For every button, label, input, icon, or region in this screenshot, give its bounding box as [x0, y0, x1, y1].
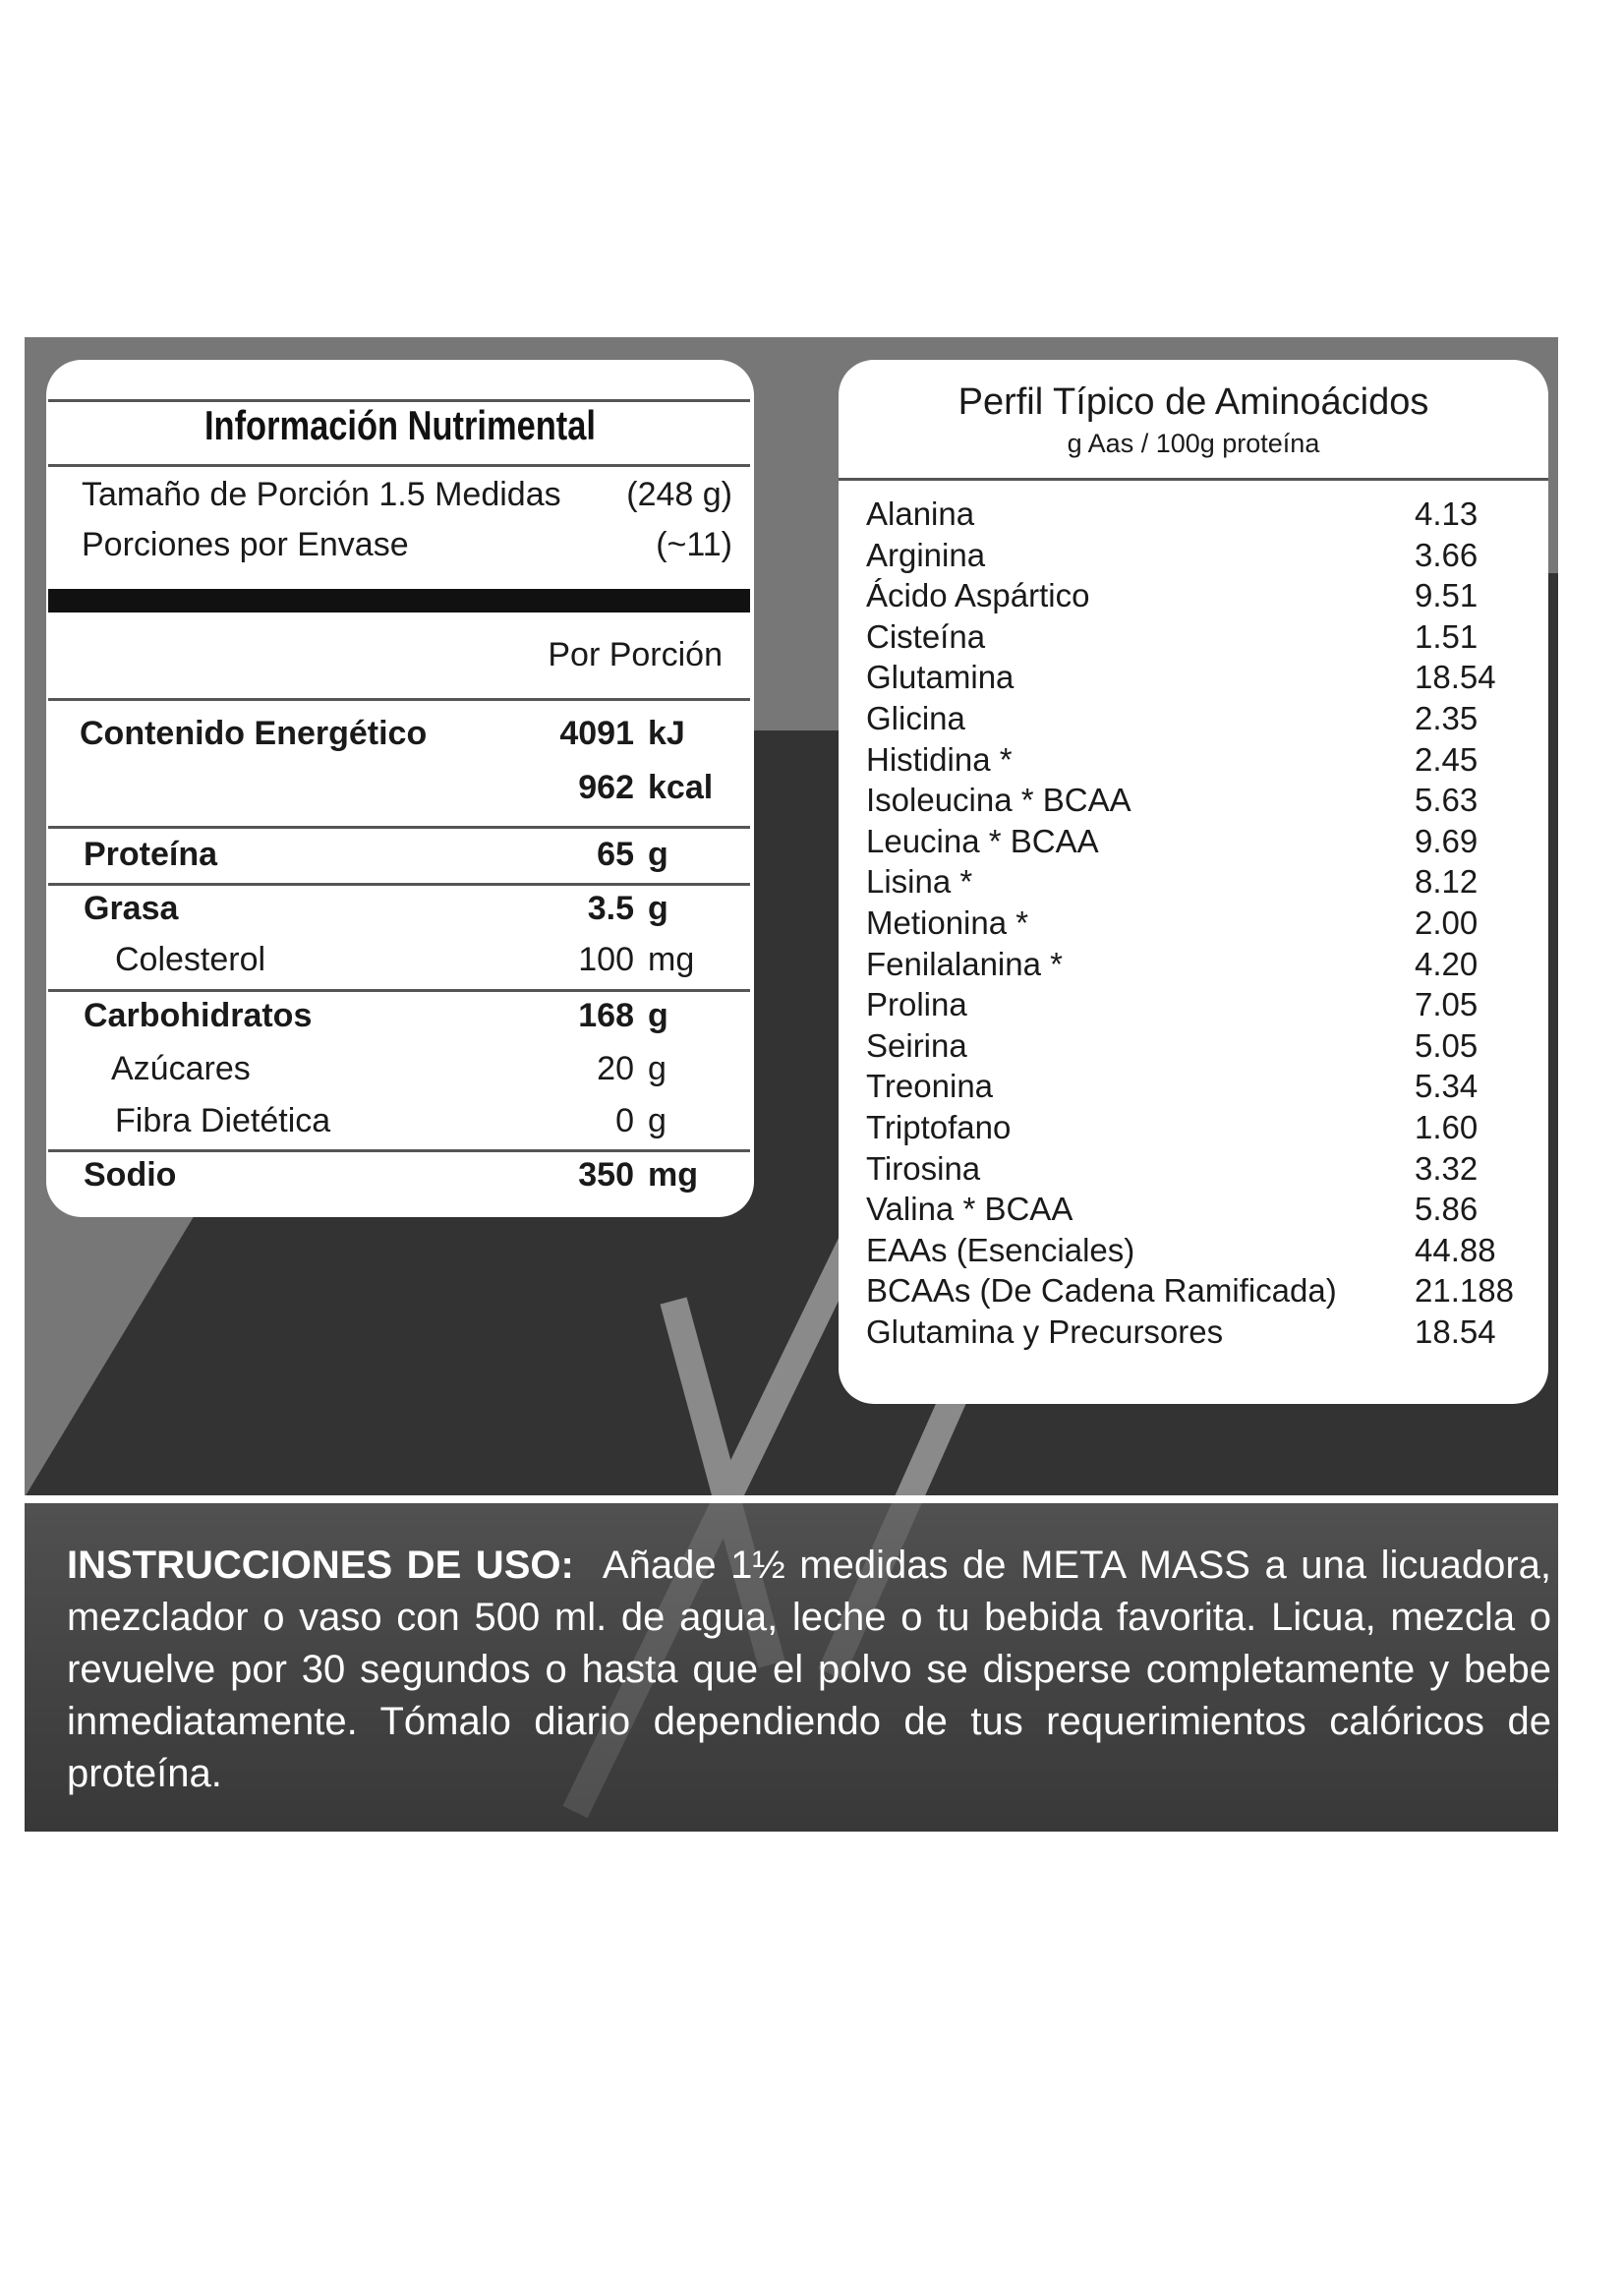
protein-unit: g — [648, 836, 668, 873]
rule — [48, 698, 750, 701]
sugars-unit: g — [648, 1050, 667, 1087]
cholesterol-label: Colesterol — [115, 941, 266, 978]
amino-name: Glicina — [866, 699, 965, 736]
rule — [48, 464, 750, 467]
sodium-unit: mg — [648, 1156, 698, 1194]
amino-name: Arginina — [866, 536, 986, 573]
cholesterol-unit: mg — [648, 941, 695, 978]
amino-row — [839, 1191, 1548, 1232]
amino-row — [839, 904, 1548, 946]
amino-name: EAAs (Esenciales) — [866, 1231, 1135, 1268]
energy-kcal-unit: kcal — [648, 769, 714, 806]
amino-list — [839, 496, 1548, 1354]
amino-row — [839, 659, 1548, 700]
fat-unit: g — [648, 890, 668, 927]
amino-subtitle: g Aas / 100g proteína — [1067, 429, 1320, 458]
amino-row — [839, 1232, 1548, 1273]
amino-row — [839, 618, 1548, 660]
amino-value: 9.69 — [1415, 822, 1479, 859]
amino-value: 7.05 — [1415, 986, 1479, 1023]
amino-value: 2.00 — [1415, 904, 1479, 941]
carbs-value: 168 — [578, 997, 634, 1034]
amino-row — [839, 986, 1548, 1027]
sodium-value: 350 — [578, 1156, 634, 1194]
fiber-value: 0 — [615, 1102, 634, 1139]
rule — [48, 1149, 750, 1152]
amino-value: 5.05 — [1415, 1026, 1479, 1064]
serving-size-label: Tamaño de Porción 1.5 Medidas — [82, 476, 561, 513]
nutrition-facts-card — [46, 360, 754, 1217]
amino-row — [839, 1150, 1548, 1192]
divider-line — [25, 1495, 1558, 1503]
rule — [48, 826, 750, 829]
nutrition-title: Información Nutrimental — [203, 402, 597, 448]
amino-name: Treonina — [866, 1068, 994, 1105]
amino-value: 5.86 — [1415, 1191, 1479, 1228]
amino-name: BCAAs (De Cadena Ramificada) — [866, 1272, 1337, 1310]
amino-name: Tirosina — [866, 1149, 981, 1187]
amino-value: 5.34 — [1415, 1068, 1479, 1105]
per-serving-header: Por Porción — [548, 636, 723, 673]
amino-row — [839, 496, 1548, 537]
amino-value: 44.88 — [1415, 1231, 1496, 1268]
amino-title: Perfil Típico de Aminoácidos — [957, 381, 1429, 423]
fiber-label: Fibra Dietética — [115, 1102, 331, 1139]
amino-value: 1.60 — [1415, 1108, 1479, 1145]
rule — [839, 478, 1548, 481]
amino-value: 8.12 — [1415, 863, 1479, 901]
amino-value: 21.188 — [1415, 1272, 1514, 1310]
rule — [48, 883, 750, 886]
amino-row — [839, 863, 1548, 904]
rule — [48, 989, 750, 992]
amino-row — [839, 782, 1548, 823]
amino-value: 18.54 — [1415, 659, 1496, 696]
energy-kj-unit: kJ — [648, 715, 685, 752]
amino-name: Valina * BCAA — [866, 1191, 1073, 1228]
amino-name: Prolina — [866, 986, 967, 1023]
serving-size-value: (248 g) — [626, 476, 732, 513]
amino-value: 4.13 — [1415, 496, 1479, 532]
servings-value: (~11) — [656, 526, 732, 563]
amino-row — [839, 1272, 1548, 1313]
amino-name: Alanina — [866, 496, 975, 532]
amino-value: 18.54 — [1415, 1312, 1496, 1350]
instructions-heading: INSTRUCCIONES DE USO: — [67, 1544, 574, 1587]
fat-value: 3.5 — [587, 890, 634, 927]
amino-row — [839, 741, 1548, 783]
amino-value: 3.66 — [1415, 536, 1479, 573]
amino-row — [839, 946, 1548, 987]
amino-name: Histidina * — [866, 740, 1013, 778]
label-panel — [25, 337, 1558, 1832]
thick-rule — [48, 589, 750, 612]
amino-acid-profile-card — [839, 360, 1548, 1404]
protein-value: 65 — [597, 836, 634, 873]
protein-label: Proteína — [84, 836, 218, 873]
energy-label: Contenido Energético — [80, 715, 428, 752]
amino-row — [839, 700, 1548, 741]
carbs-label: Carbohidratos — [84, 997, 313, 1034]
amino-name: Isoleucina * BCAA — [866, 782, 1131, 819]
amino-value: 5.63 — [1415, 782, 1479, 819]
fiber-unit: g — [648, 1102, 667, 1139]
amino-value: 4.20 — [1415, 945, 1479, 982]
amino-value: 3.32 — [1415, 1149, 1479, 1187]
servings-label: Porciones por Envase — [82, 526, 409, 563]
amino-row — [839, 1027, 1548, 1069]
amino-name: Fenilalanina * — [866, 945, 1063, 982]
cholesterol-value: 100 — [578, 941, 634, 978]
amino-value: 1.51 — [1415, 617, 1479, 655]
amino-name: Glutamina — [866, 659, 1015, 696]
amino-value: 9.51 — [1415, 577, 1479, 614]
sugars-value: 20 — [597, 1050, 634, 1087]
amino-value: 2.35 — [1415, 699, 1479, 736]
sodium-label: Sodio — [84, 1156, 177, 1194]
amino-name: Glutamina y Precursores — [866, 1312, 1224, 1350]
amino-name: Metionina * — [866, 904, 1029, 941]
instructions-body: Añade 1½ medidas de META MASS a una licuadora, mezclador o vaso con 500 ml. de agua, leche o tu bebida favorita. Licua, mezcla o revuelve por 30 segundos o hasta que el polvo se disperse completamente y bebe inmediatamente. Tómalo diario dependiendo de tus requerimientos calóricos de proteína. — [67, 1544, 1551, 1795]
amino-name: Cisteína — [866, 617, 986, 655]
fat-label: Grasa — [84, 890, 179, 927]
sugars-label: Azúcares — [111, 1050, 251, 1087]
amino-name: Ácido Aspártico — [866, 577, 1090, 614]
carbs-unit: g — [648, 997, 668, 1034]
amino-name: Triptofano — [866, 1108, 1012, 1145]
amino-name: Lisina * — [866, 863, 973, 901]
amino-name: Seirina — [866, 1026, 967, 1064]
amino-row — [839, 1068, 1548, 1109]
amino-row — [839, 537, 1548, 578]
energy-kj-value: 4091 — [559, 715, 634, 752]
energy-kcal-value: 962 — [578, 769, 634, 806]
amino-row — [839, 823, 1548, 864]
amino-row — [839, 1109, 1548, 1150]
amino-value: 2.45 — [1415, 740, 1479, 778]
amino-name: Leucina * BCAA — [866, 822, 1099, 859]
amino-row — [839, 577, 1548, 618]
instructions-text — [67, 1540, 1551, 1800]
amino-row — [839, 1313, 1548, 1355]
